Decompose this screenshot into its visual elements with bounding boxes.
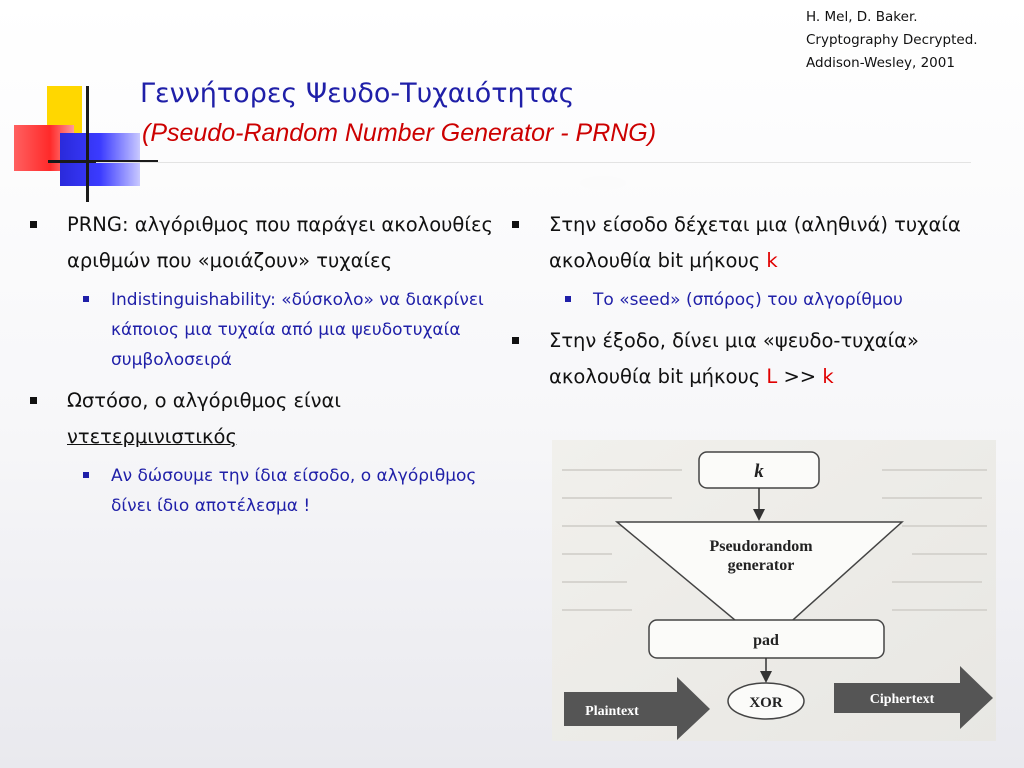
bullet-prng-definition xyxy=(30,207,500,279)
generator-label-line1: Pseudorandom xyxy=(709,538,813,555)
much-greater-symbol: >> xyxy=(777,365,823,388)
slide-subtitle: (Pseudo-Random Number Generator - PRNG) xyxy=(142,119,657,147)
sub-bullet-text: Αν δώσουμε την ίδια είσοδο, ο αλγόριθμος δίνει ίδιο αποτέλεσμα ! xyxy=(111,466,477,516)
input-k-label: k xyxy=(754,461,764,482)
highlight-k: k xyxy=(822,365,834,388)
prng-diagram-image xyxy=(552,440,996,741)
reference-publisher: Addison-Wesley, 2001 xyxy=(806,55,955,71)
sub-bullet-seed xyxy=(512,285,1017,315)
book-reference xyxy=(806,6,978,75)
generator-label-line2: generator xyxy=(727,557,795,574)
bullet-square-icon xyxy=(30,397,37,404)
underlined-term: ντετερμινιστικός xyxy=(67,425,237,448)
plaintext-label: Plaintext xyxy=(585,704,639,719)
bullet-square-icon xyxy=(30,221,37,228)
ciphertext-label: Ciphertext xyxy=(869,692,935,707)
bullet-square-icon xyxy=(512,221,519,228)
bullet-input xyxy=(512,207,1017,279)
sub-bullet-text: Indistinguishability: «δύσκολο» να διακρίνει κάποιος μια τυχαία από μια ψευδοτυχαία συμβολοσειρά xyxy=(111,290,484,370)
sub-bullet-same-input xyxy=(30,461,500,521)
left-column xyxy=(30,207,500,529)
sub-bullet-square-icon xyxy=(83,472,89,478)
title-divider xyxy=(96,162,971,163)
reference-title: Cryptography Decrypted. xyxy=(806,32,978,48)
sub-bullet-indistinguishability xyxy=(30,285,500,375)
highlight-L: L xyxy=(766,365,778,388)
bullet-text: Στην έξοδο, δίνει μια «ψευδο-τυχαία» ακολουθία bit μήκους xyxy=(549,329,919,388)
bullet-square-icon xyxy=(512,337,519,344)
sub-bullet-square-icon xyxy=(83,296,89,302)
sub-bullet-square-icon xyxy=(565,296,571,302)
highlight-k: k xyxy=(766,249,778,272)
decorative-oval xyxy=(580,176,626,190)
right-column xyxy=(512,207,1017,401)
bullet-text: Στην είσοδο δέχεται μια (αληθινά) τυχαία ακολουθία bit μήκους xyxy=(549,213,961,272)
slide-title: Γεννήτορες Ψευδο-Τυχαιότητας xyxy=(140,78,575,109)
reference-authors: H. Mel, D. Baker. xyxy=(806,9,918,25)
logo-vertical-line xyxy=(86,86,89,202)
bullet-text: Ωστόσο, ο αλγόριθμος είναι xyxy=(67,389,341,412)
bullet-deterministic xyxy=(30,383,500,455)
sub-bullet-text: Το «seed» (σπόρος) του αλγορίθμου xyxy=(593,290,903,310)
pad-label: pad xyxy=(753,632,779,649)
bullet-text: PRNG: αλγόριθμος που παράγει ακολουθίες αριθμών που «μοιάζουν» τυχαίες xyxy=(67,213,493,272)
bullet-output xyxy=(512,323,1017,395)
xor-label: XOR xyxy=(749,695,783,711)
